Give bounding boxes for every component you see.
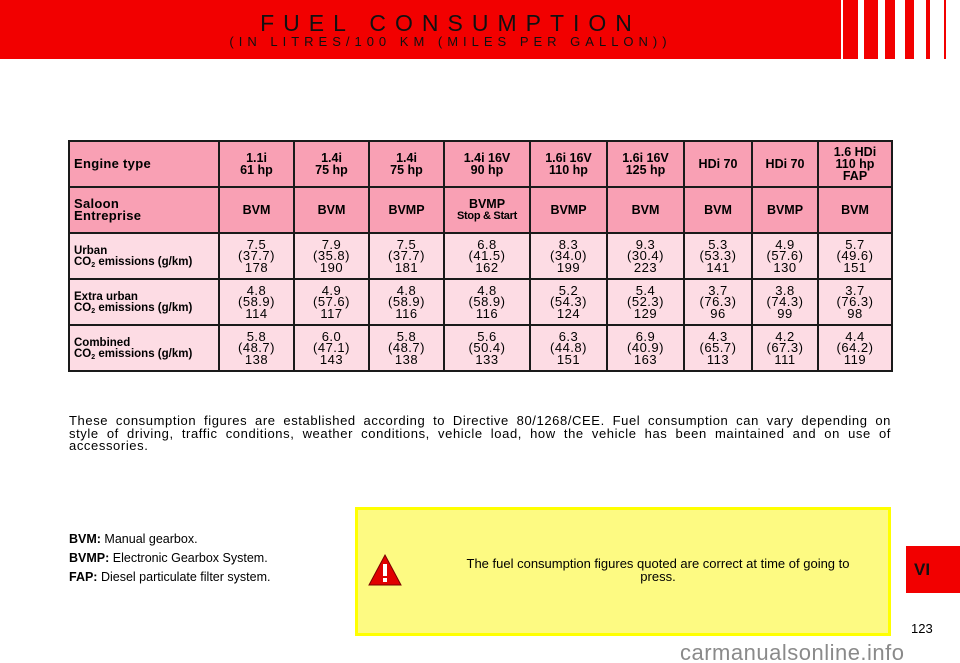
engine-cell: 1.4i 16V 90 hp bbox=[444, 141, 530, 187]
value-cell: 4.9 (57.6) 117 bbox=[294, 279, 369, 325]
watermark: carmanualsonline.info bbox=[680, 640, 905, 663]
gearbox-cell: BVMP Stop & Start bbox=[444, 187, 530, 233]
combined-row bbox=[69, 325, 892, 371]
value-cell: 8.3 (34.0) 199 bbox=[530, 233, 607, 279]
extra-urban-row bbox=[69, 279, 892, 325]
header-stripe bbox=[944, 0, 946, 59]
legend-item-bvm: BVM: Manual gearbox. bbox=[69, 532, 198, 546]
value-cell: 5.2 (54.3) 124 bbox=[530, 279, 607, 325]
value-cell: 5.3 (53.3) 141 bbox=[684, 233, 752, 279]
abbreviation-legend bbox=[69, 530, 270, 587]
stop-start-note: Stop & Start bbox=[457, 210, 517, 222]
value-cell: 5.7 (49.6) 151 bbox=[818, 233, 892, 279]
value-cell: 7.9 (35.8) 190 bbox=[294, 233, 369, 279]
row-label: Extra urban CO2 emissions (g/km) bbox=[69, 279, 219, 325]
value-cell: 7.5 (37.7) 178 bbox=[219, 233, 294, 279]
value-cell: 5.8 (48.7) 138 bbox=[369, 325, 444, 371]
row-label: Urban CO2 emissions (g/km) bbox=[69, 233, 219, 279]
section-tab[interactable]: VI bbox=[906, 546, 960, 593]
value-cell: 3.7 (76.3) 96 bbox=[684, 279, 752, 325]
header-stripe bbox=[905, 0, 914, 59]
gearbox-cell: BVMP bbox=[752, 187, 818, 233]
header-stripe bbox=[885, 0, 895, 59]
urban-row bbox=[69, 233, 892, 279]
gearbox-cell: BVM bbox=[219, 187, 294, 233]
header-stripe bbox=[926, 0, 930, 59]
gearbox-cell: BVM bbox=[684, 187, 752, 233]
value-cell: 4.8 (58.9) 114 bbox=[219, 279, 294, 325]
engine-cell: 1.6i 16V 125 hp bbox=[607, 141, 684, 187]
warning-triangle-icon bbox=[368, 553, 402, 587]
value-cell: 5.6 (50.4) 133 bbox=[444, 325, 530, 371]
legend-item-bvmp: BVMP: Electronic Gearbox System. bbox=[69, 551, 268, 565]
engine-cell: 1.6i 16V 110 hp bbox=[530, 141, 607, 187]
engine-cell: HDi 70 bbox=[752, 141, 818, 187]
legend-item-fap: FAP: Diesel particulate filter system. bbox=[69, 570, 271, 584]
engine-cell: 1.4i 75 hp bbox=[369, 141, 444, 187]
page-title: FUEL CONSUMPTION bbox=[260, 10, 641, 36]
engine-type-label: Engine type bbox=[69, 141, 219, 187]
value-cell: 7.5 (37.7) 181 bbox=[369, 233, 444, 279]
gearbox-cell: BVM bbox=[294, 187, 369, 233]
value-cell: 4.8 (58.9) 116 bbox=[444, 279, 530, 325]
fuel-consumption-table bbox=[68, 140, 893, 372]
value-cell: 4.8 (58.9) 116 bbox=[369, 279, 444, 325]
gearbox-cell: BVMP bbox=[530, 187, 607, 233]
notice-box bbox=[355, 507, 891, 636]
row-label: Combined CO2 emissions (g/km) bbox=[69, 325, 219, 371]
value-cell: 9.3 (30.4) 223 bbox=[607, 233, 684, 279]
value-cell: 4.4 (64.2) 119 bbox=[818, 325, 892, 371]
engine-cell: 1.4i 75 hp bbox=[294, 141, 369, 187]
value-cell: 6.8 (41.5) 162 bbox=[444, 233, 530, 279]
directive-paragraph: These consumption figures are established according to Directive 80/1268/CEE. Fuel consumption can vary depending on style of driving, traffic conditions, weather conditions, vehicle load, how the vehicle has been maintained and on use of accessories. bbox=[69, 413, 891, 453]
header-stripe bbox=[864, 0, 878, 59]
engine-cell: 1.1i 61 hp bbox=[219, 141, 294, 187]
value-cell: 4.2 (67.3) 111 bbox=[752, 325, 818, 371]
notice-text: The fuel consumption figures quoted are correct at time of going to press. bbox=[466, 556, 850, 584]
value-cell: 5.8 (48.7) 138 bbox=[219, 325, 294, 371]
gearbox-label: Saloon Entreprise bbox=[69, 187, 219, 233]
page-number: 123 bbox=[911, 621, 933, 636]
value-cell: 6.0 (47.1) 143 bbox=[294, 325, 369, 371]
header-stripe bbox=[843, 0, 858, 59]
value-cell: 4.3 (65.7) 113 bbox=[684, 325, 752, 371]
value-cell: 3.8 (74.3) 99 bbox=[752, 279, 818, 325]
value-cell: 3.7 (76.3) 98 bbox=[818, 279, 892, 325]
value-cell: 5.4 (52.3) 129 bbox=[607, 279, 684, 325]
gearbox-row bbox=[69, 187, 892, 233]
engine-cell: 1.6 HDi 110 hp FAP bbox=[818, 141, 892, 187]
gearbox-cell: BVMP bbox=[369, 187, 444, 233]
engine-cell: HDi 70 bbox=[684, 141, 752, 187]
engine-type-row bbox=[69, 141, 892, 187]
gearbox-cell: BVM bbox=[607, 187, 684, 233]
page-subtitle: (IN LITRES/100 KM (MILES PER GALLON)) bbox=[229, 34, 672, 49]
value-cell: 6.9 (40.9) 163 bbox=[607, 325, 684, 371]
gearbox-cell: BVM bbox=[818, 187, 892, 233]
value-cell: 6.3 (44.8) 151 bbox=[530, 325, 607, 371]
value-cell: 4.9 (57.6) 130 bbox=[752, 233, 818, 279]
